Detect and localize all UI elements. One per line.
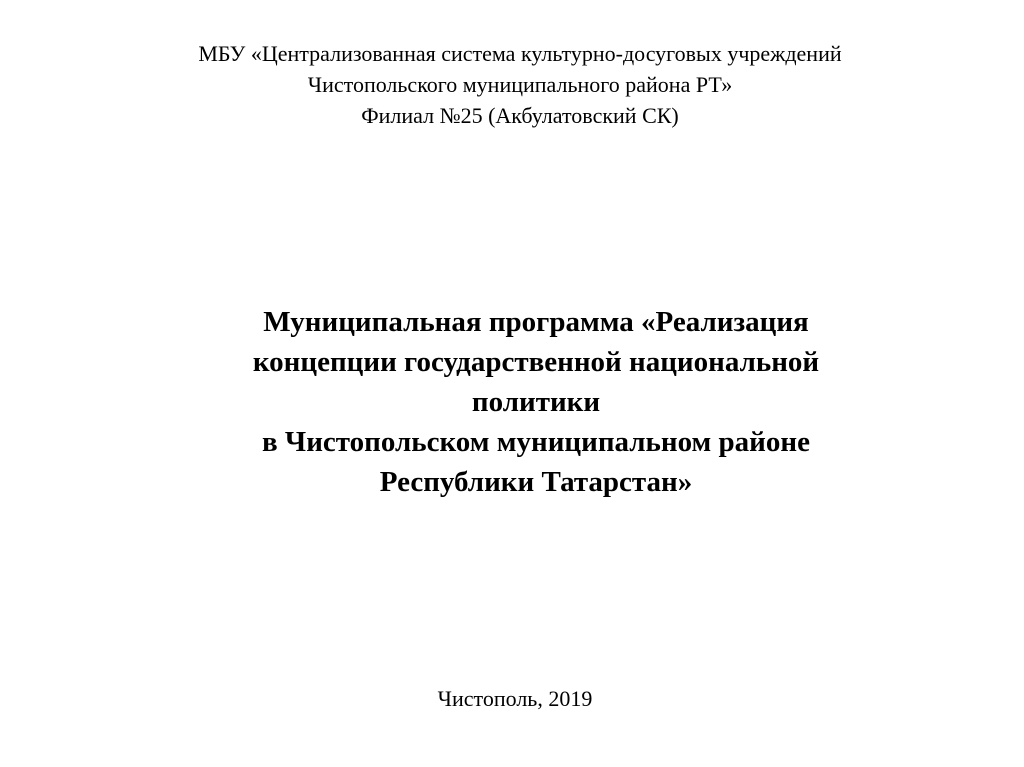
program-title: [0, 302, 1024, 502]
program-title-line-1: Муниципальная программа «Реализация: [263, 306, 809, 338]
organization-header-line-3: Филиал №25 (Акбулатовский СК): [361, 103, 679, 128]
organization-header-line-1: МБУ «Централизованная система культурно-досуговых учреждений: [198, 41, 842, 66]
organization-header-line-2: Чистопольского муниципального района РТ»: [307, 72, 733, 97]
program-title-line-5: Республики Татарстан»: [379, 466, 693, 498]
program-title-line-4: в Чистопольском муниципальном районе: [262, 426, 810, 458]
program-title-line-2: концепции государственной национальной: [252, 346, 820, 378]
organization-header: [0, 38, 1024, 131]
program-title-line-3: политики: [471, 386, 601, 418]
place-and-year: Чистополь, 2019: [437, 686, 593, 711]
